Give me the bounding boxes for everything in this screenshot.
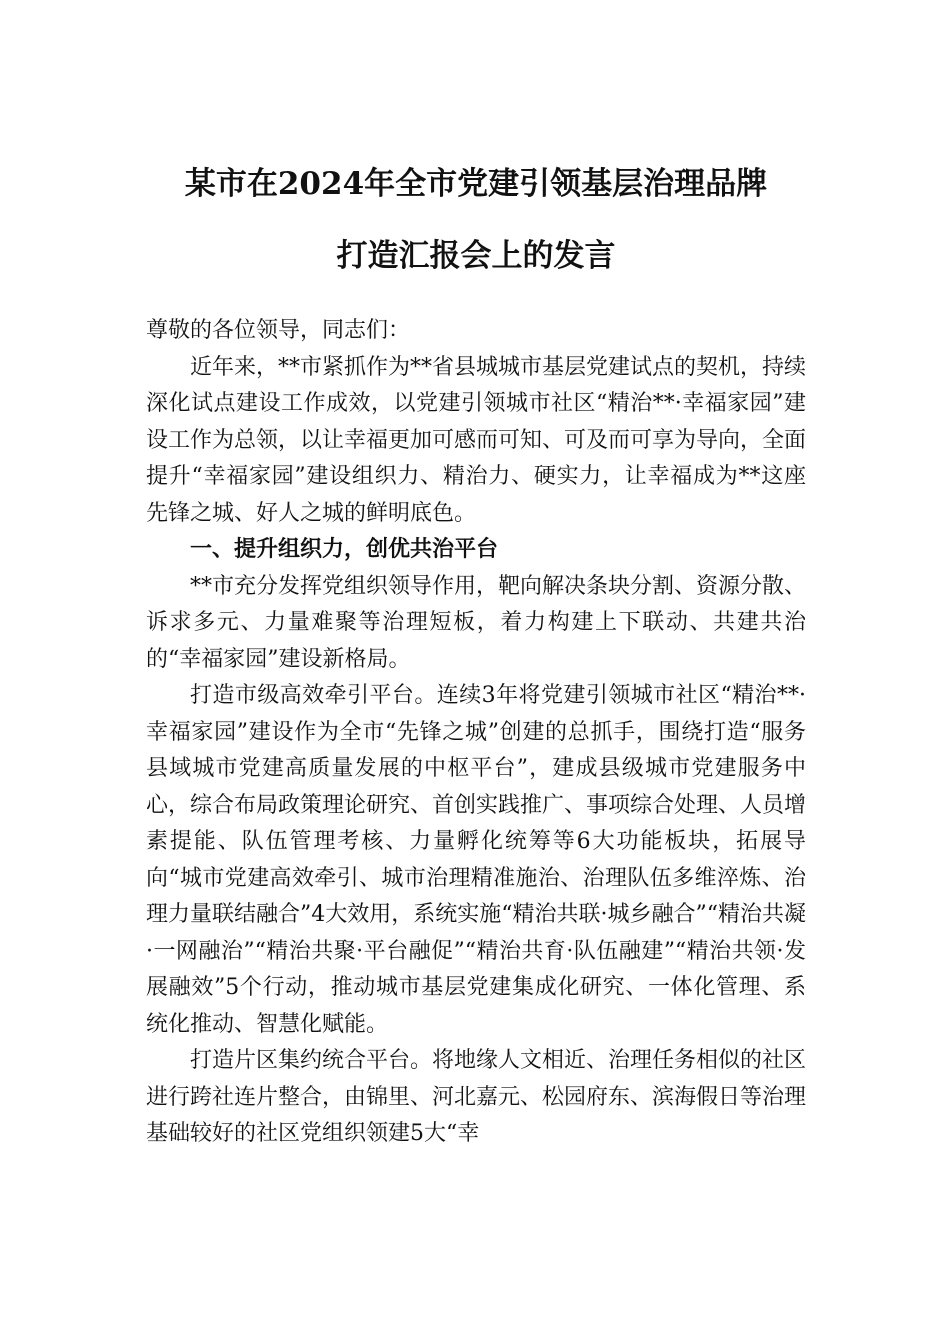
section-1-paragraph-1: **市充分发挥党组织领导作用，靶向解决条块分割、资源分散、诉求多元、力量难聚等治理短板，着力构建上下联动、共建共治的“幸福家园”建设新格局。 (146, 573, 807, 672)
document-page (146, 150, 806, 1153)
document-body (146, 313, 806, 1153)
document-title-line-1: 某市在2024年全市党建引领基层治理品牌 (184, 166, 768, 202)
intro-paragraph: 近年来，**市紧抓作为**省县城城市基层党建试点的契机，持续深化试点建设工作成效，以党建引领城市社区“精治**·幸福家园”建设工作为总领，以让幸福更加可感而可知、可及而可享为导向，全面提升“幸福家园”建设组织力、精治力、硬实力，让幸福成为**这座先锋之城、好人之城的鲜明底色。 (146, 354, 807, 526)
section-1-paragraph-2: 打造市级高效牵引平台。连续3年将党建引领城市社区“精治**·幸福家园”建设作为全市“先锋之城”创建的总抓手，围绕打造“服务县域城市党建高质量发展的中枢平台”，建成县级城市党建服务中心，综合布局政策理论研究、首创实践推广、事项综合处理、人员增素提能、队伍管理考核、力量孵化统筹等6大功能板块，拓展导向“城市党建高效牵引、城市治理精准施治、治理队伍多维淬炼、治理力量联结融合”4大效用，系统实施“精治共联·城乡融合”“精治共凝·一网融治”“精治共聚·平台融促”“精治共育·队伍融建”“精治共领·发展融效”5个行动，推动城市基层党建集成化研究、一体化管理、系统化推动、智慧化赋能。 (146, 683, 807, 1037)
document-title-line-2: 打造汇报会上的发言 (336, 238, 616, 274)
salutation: 尊敬的各位领导，同志们： (146, 318, 411, 343)
section-1-heading: 一、提升组织力，创优共治平台 (190, 537, 499, 562)
section-1-paragraph-3: 打造片区集约统合平台。将地缘人文相近、治理任务相似的社区进行跨社连片整合，由锦里、河北嘉元、松园府东、滨海假日等治理基础较好的社区党组织领建5大“幸 (146, 1048, 807, 1146)
